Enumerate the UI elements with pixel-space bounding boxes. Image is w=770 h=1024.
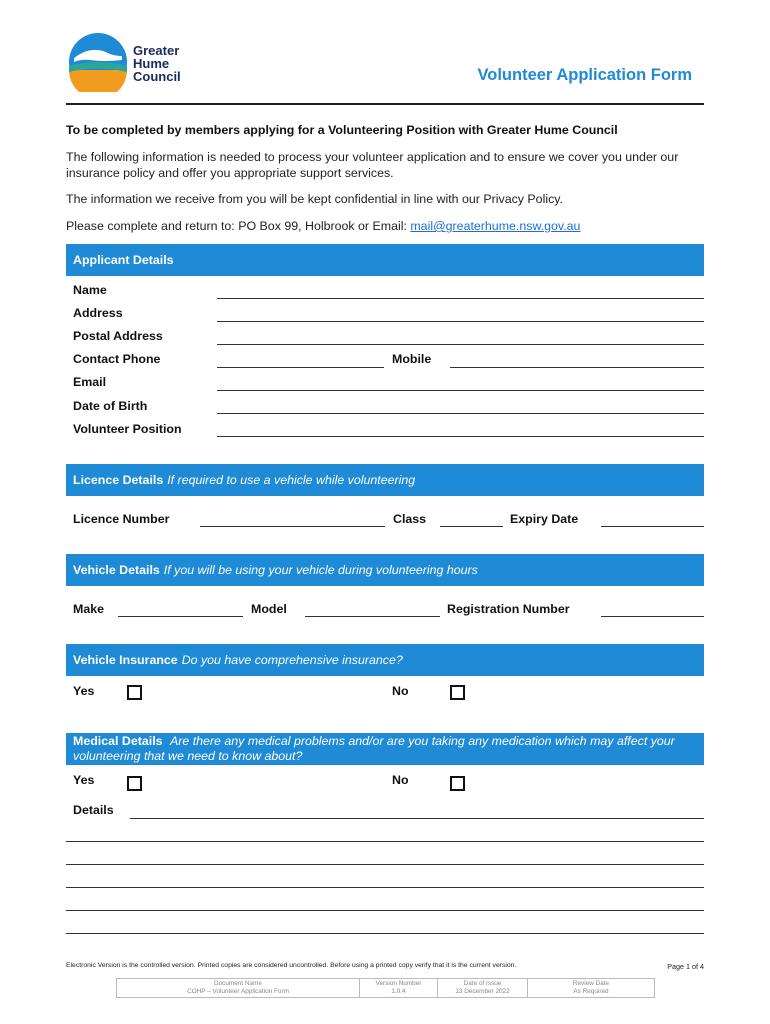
dob-label: Date of Birth <box>73 399 148 413</box>
header-divider <box>66 103 704 105</box>
details-line-1[interactable] <box>130 818 704 819</box>
medical-details-header <box>66 733 704 765</box>
licence-details-note: If required to use a vehicle while volunteering <box>167 473 416 487</box>
vehicle-insurance-header <box>66 644 704 676</box>
model-label: Model <box>251 602 287 616</box>
vehicle-insurance-note: Do you have comprehensive insurance? <box>181 653 403 667</box>
version-value: 1.0.4 <box>391 988 406 995</box>
medical-no-label: No <box>392 773 409 787</box>
mobile-field[interactable] <box>450 367 704 368</box>
insurance-yes-label: Yes <box>73 684 95 698</box>
make-label: Make <box>73 602 104 616</box>
insurance-no-checkbox[interactable] <box>450 685 465 700</box>
name-label: Name <box>73 283 107 297</box>
medical-details-title: Medical Details <box>73 734 163 748</box>
vehicle-insurance-title: Vehicle Insurance <box>73 653 178 667</box>
doc-name-label: Document Name <box>214 980 262 987</box>
contact-phone-field[interactable] <box>217 367 384 368</box>
contact-phone-label: Contact Phone <box>73 352 161 366</box>
vehicle-details-header <box>66 554 704 586</box>
version-cell <box>360 979 438 998</box>
email-field[interactable] <box>217 390 704 391</box>
intro-heading: To be completed by members applying for a Volunteering Position with Greater Hume Council <box>66 123 618 137</box>
logo-line-3: Council <box>133 69 181 84</box>
class-field[interactable] <box>440 526 503 527</box>
form-title: Volunteer Application Form <box>477 66 692 84</box>
email-label: Email <box>73 375 107 389</box>
issue-date-value: 13 December 2022 <box>455 988 510 995</box>
postal-address-field[interactable] <box>217 344 704 345</box>
details-label: Details <box>73 803 114 817</box>
medical-yes-checkbox[interactable] <box>127 776 142 791</box>
class-label: Class <box>393 512 427 526</box>
email-link[interactable]: mail@greaterhume.nsw.gov.au <box>410 219 581 233</box>
insurance-no-label: No <box>392 684 409 698</box>
review-date-cell <box>528 979 655 998</box>
logo-line-1: Greater <box>133 43 180 58</box>
issue-date-label: Date of Issue <box>463 980 502 987</box>
details-line-2[interactable] <box>66 841 704 842</box>
return-address-text: Please complete and return to: PO Box 99, Holbrook or Email: <box>66 219 411 233</box>
vehicle-details-note: If you will be using your vehicle during volunteering hours <box>163 563 478 577</box>
volunteer-position-label: Volunteer Position <box>73 422 182 436</box>
logo-wordmark <box>133 44 181 83</box>
intro-paragraph-2: The information we receive from you will be kept confidential in line with our Privacy Policy. <box>66 192 563 206</box>
details-line-4[interactable] <box>66 887 704 888</box>
registration-number-field[interactable] <box>601 616 704 617</box>
medical-no-checkbox[interactable] <box>450 776 465 791</box>
expiry-date-label: Expiry Date <box>510 512 579 526</box>
medical-yes-label: Yes <box>73 773 95 787</box>
registration-number-label: Registration Number <box>447 602 570 616</box>
postal-address-label: Postal Address <box>73 329 163 343</box>
version-label: Version Number <box>375 980 422 987</box>
vehicle-details-title: Vehicle Details <box>73 563 160 577</box>
insurance-yes-checkbox[interactable] <box>127 685 142 700</box>
address-field[interactable] <box>217 321 704 322</box>
document-control-table <box>116 978 655 998</box>
review-date-value: As Required <box>573 988 609 995</box>
address-label: Address <box>73 306 123 320</box>
doc-name-value: COHP – Volunteer Application Form <box>187 988 289 995</box>
name-field[interactable] <box>217 298 704 299</box>
licence-details-header <box>66 464 704 496</box>
intro-paragraph-3 <box>66 218 711 234</box>
mobile-label: Mobile <box>392 352 432 366</box>
licence-number-field[interactable] <box>200 526 385 527</box>
volunteer-position-field[interactable] <box>217 436 704 437</box>
review-date-label: Review Date <box>572 980 610 987</box>
medical-details-note: Are there any medical problems and/or are you taking any medication which may affect your volunteering that we need to know about? <box>73 734 675 763</box>
details-line-6[interactable] <box>66 933 704 934</box>
page-number: Page 1 of 4 <box>667 962 704 971</box>
details-line-5[interactable] <box>66 910 704 911</box>
model-field[interactable] <box>305 616 440 617</box>
licence-number-label: Licence Number <box>73 512 170 526</box>
issue-date-cell <box>438 979 528 998</box>
applicant-details-title: Applicant Details <box>73 253 174 267</box>
expiry-date-field[interactable] <box>601 526 704 527</box>
controlled-version-note: Electronic Version is the controlled version. Printed copies are considered uncontrolled. Before using a printed copy verify that it is the current version. <box>66 962 517 969</box>
applicant-details-header <box>66 244 704 276</box>
details-line-3[interactable] <box>66 864 704 865</box>
licence-details-title: Licence Details <box>73 473 164 487</box>
dob-field[interactable] <box>217 413 704 414</box>
intro-paragraph-1: The following information is needed to process your volunteer application and to ensure we cover you under our insurance policy and offer you appropriate support services. <box>66 150 679 180</box>
logo-line-2: Hume <box>133 56 170 71</box>
make-field[interactable] <box>118 616 243 617</box>
doc-name-cell <box>117 979 360 998</box>
